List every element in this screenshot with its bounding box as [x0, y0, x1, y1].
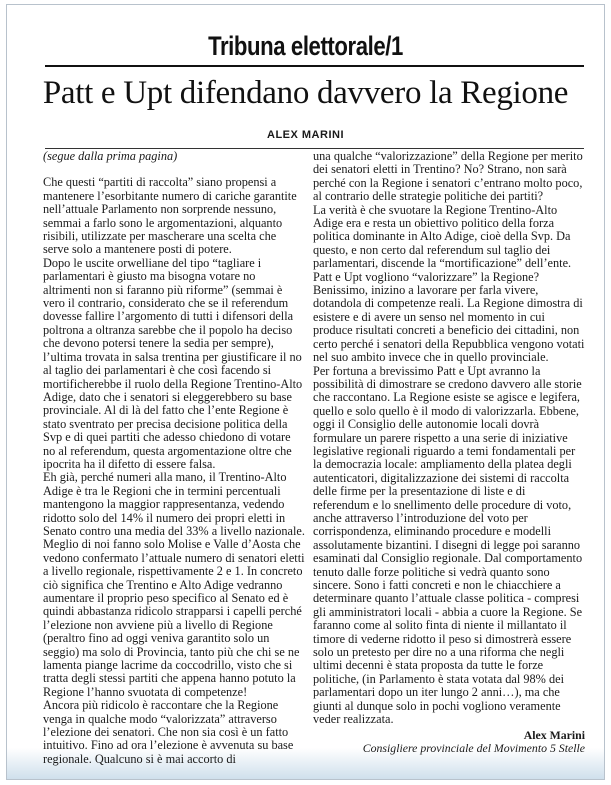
paragraph: Per fortuna a brevissimo Patt e Upt avranno la possibilità di dimostrare se credono davvero alle storie che raccontano. La Regione esiste se agisce e legifera, quello e solo quello è il modo di valorizzarla. Ebbene, oggi il Consiglio delle autonomie locali dovrà formulare un parere rispetto a una serie di iniziative legislative regionali riguardo a temi fondamentali per la democrazia locale: ampliamento della platea degli autenticatori, digitalizzazione dei sistemi di raccolta delle firme per la presentazione di liste e di referendum e lo snellimento delle procedure di voto, anche attraverso l’introduzione del voto per corrispondenza, eliminando procedure e modelli assolutamente bizantini. I disegni di legge poi saranno esaminati dal Consiglio regionale. Dal comportamento tenuto dalle forze politiche si vedrà quanto sono sincere. Sono i fatti concreti e non le chiacchiere a determinare quanto l’attuale classe politica - compresi gli amministratori locali - abbia a cuore la Regione. Se faranno come al solito finta di niente il millantato il timore di vederne ridotto il peso si dimostrerà essere solo un pretesto per dire no a una riforma che negli ultimi decenni è stata proposta da tutte le forze politiche, (in Parlamento è stata votata dal 98% dei parlamentari dopo un iter lungo 2 anni…), ma che giunti al dunque solo in pochi vogliono veramente veder realizzata. — [313, 363, 583, 727]
signature-role: Consigliere provinciale del Movimento 5 Stelle — [362, 741, 585, 755]
paragraph: Dopo le uscite orwelliane del tipo “tagliare i parlamentari è giusto ma bisogna votare no altrimenti non si faranno più riforme” (semmai è vero il contrario, considerato che se il referendum dovesse fallire l’argomento di tutti i difensori della poltrona a oltranza sarebbe che il popolo ha deciso che devono potersi tenere la sedia per sempre), l’ultima trovata in salsa trentina per giustificare il no al taglio dei parlamentari è che così facendo si mortificherebbe il ruolo della Regione Trentino-Alto Adige, dato che i senatori si eleggerebbero su base provinciale. Al di là del fatto che l’ente Regione è stato sventrato per precisa decisione politica della Svp e di quei partiti che adesso chiedono di votare no al referendum, questa argomentazione oltre che ipocrita ha il difetto di essere falsa. — [43, 255, 303, 471]
section-title: Tribuna elettorale/1 — [208, 31, 403, 61]
continued-note: (segue dalla prima pagina) — [43, 149, 178, 163]
paragraph: Ancora più ridicolo è raccontare che la Regione venga in qualche modo “valorizzata” attraverso l’elezione dei senatori. Che non sia così è un fatto intuitivo. Fino ad ora l’elezione è avvenuta su base regionale. Qualcuno si è mai accorto di — [43, 698, 294, 766]
signature-name: Alex Marini — [523, 728, 585, 742]
top-divider — [45, 65, 584, 67]
paragraph: Eh già, perché numeri alla mano, il Trentino-Alto Adige è tra le Regioni che in termini percentuali mantengono la maggior rappresentanza, vedendo ridotto solo del 14% il numero dei propri eletti in Senato contro una media del 33% a livello nazionale. Meglio di noi fanno solo Molise e Valle d’Aosta che vedono confermato l’attuale numero di senatori eletti a livello regionale, rispettivamente 2 e 1. In concreto ciò significa che Trentino e Alto Adige vedranno aumentare il proprio peso specifico al Senato ed è quindi abbastanza ridicolo strapparsi i capelli perché l’elezione non avviene più a livello di Regione (peraltro fino ad oggi veniva garantito solo un seggio) ma solo di Provincia, tanto più che chi se ne lamenta piange lacrime da coccodrillo, visto che si tratta degli stessi partiti che appena hanno potuto la Regione l’hanno svuotata di competenze! — [43, 470, 305, 699]
paragraph: La verità è che svuotare la Regione Trentino-Alto Adige era e resta un obiettivo politico della forza politica dominante in Alto Adige, cioè della Svp. Da questo, e non certo dal referendum sul taglio dei parlamentari, discende la “mortificazione” dell’ente. Patt e Upt vogliono “valorizzare” la Regione? Benissimo, inizino a lavorare per farla vivere, dotandola di competenze reali. La Regione dimostra di esistere e di avere un senso nel momento in cui produce risultati concreti a beneficio dei cittadini, non certo perché i senatori della Repubblica vengono votati nel suo ambito invece che in quello provinciale. — [313, 202, 585, 365]
author-signature — [313, 729, 585, 755]
article-column-right — [313, 150, 585, 726]
paragraph: Che questi “partiti di raccolta” siano propensi a mantenere l’esorbitante numero di cariche garantite nell’attuale Parlamento non sorprende nessuno, semmai a farlo sono le argomentazioni, alquanto risibili, utilizzate per mascherare una scelta che serve solo a mantenere posti di potere. — [43, 175, 297, 257]
paragraph: una qualche “valorizzazione” della Regione per merito dei senatori eletti in Trentino? No? Strano, non sarà perché con la Regione i senatori c’entrano molto poco, al contrario delle strategie politiche dei partiti? — [313, 149, 583, 204]
article-headline: Patt e Upt difendano davvero la Regione — [42, 75, 569, 111]
article-byline: ALEX MARINI — [267, 129, 344, 141]
article-column-left — [43, 150, 305, 766]
